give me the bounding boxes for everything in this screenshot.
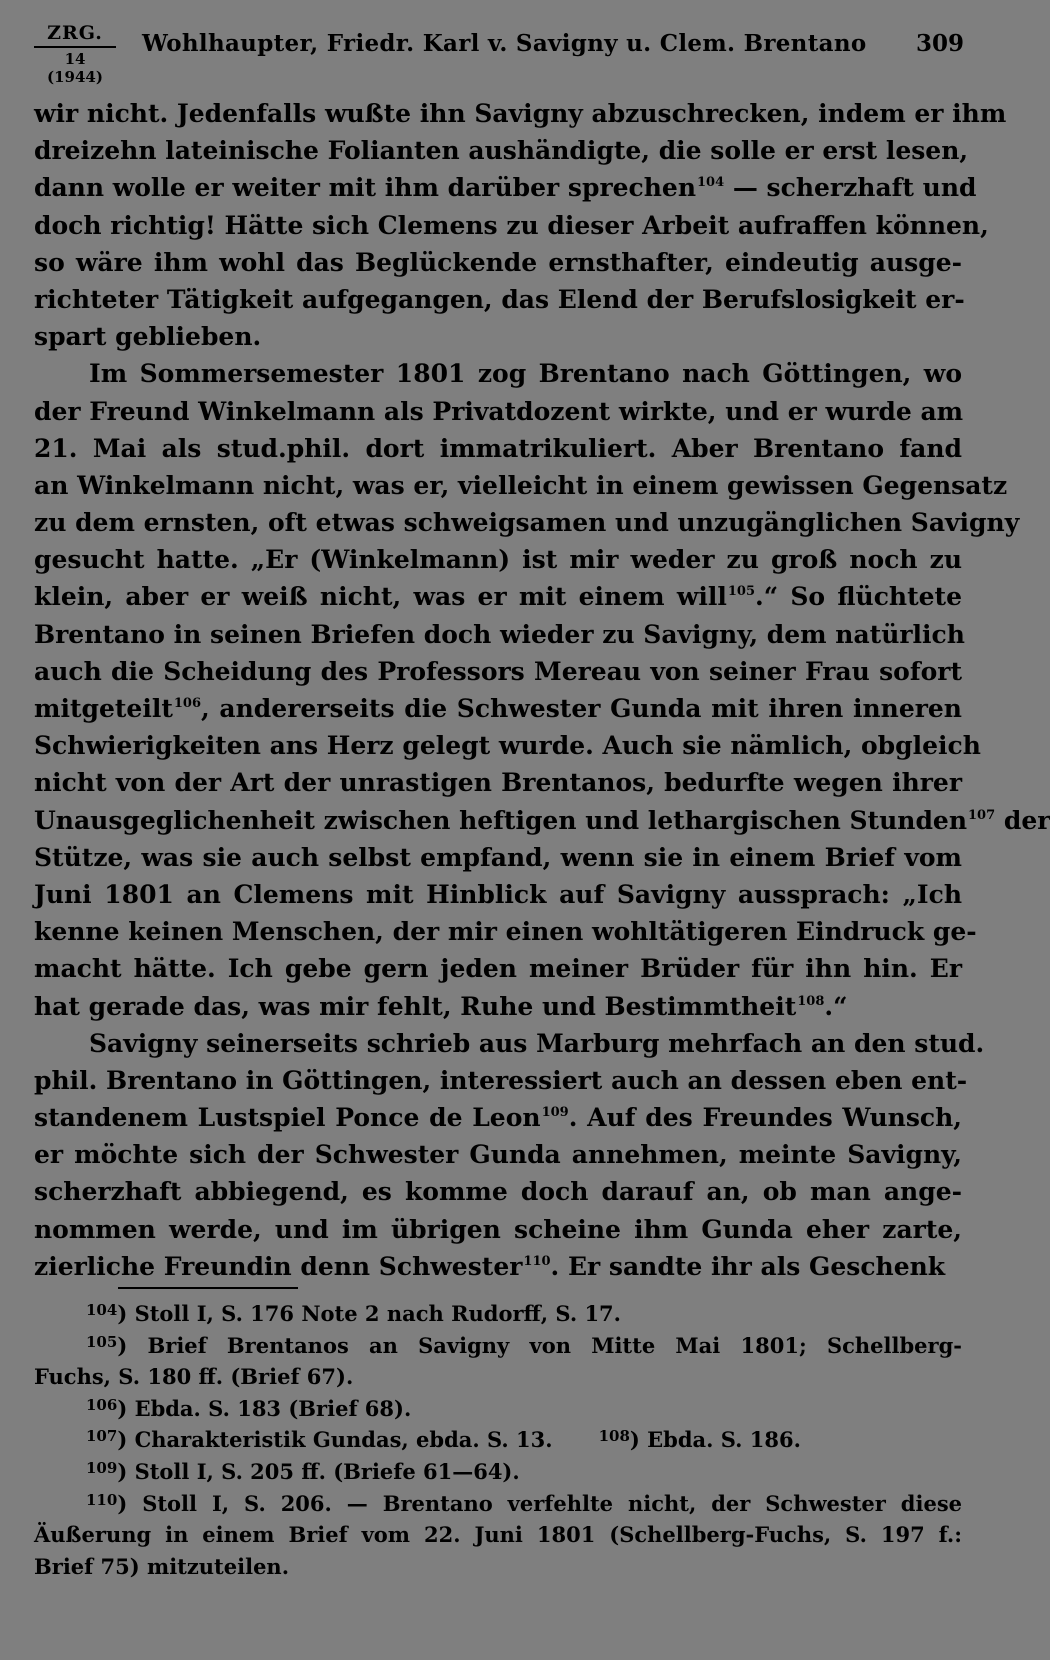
line-text: gesucht hatte. „Er (Winkelmann) ist mir weder zu groß noch zu — [34, 545, 962, 575]
line-text: Unausgeglichenheit zwischen heftigen und lethargischen Stunden — [34, 805, 968, 835]
text-line — [34, 839, 962, 876]
text-line — [34, 430, 962, 467]
text-line — [34, 950, 962, 987]
footnote-number: 108 — [598, 1427, 630, 1446]
line-text: standenem Lustspiel Ponce de Leon — [34, 1103, 541, 1133]
line-text: zu dem ernsten, oft etwas schweigsamen und unzugänglichen Savigny — [34, 508, 1020, 538]
line-text: so wäre ihm wohl das Beglückende ernsthafter, eindeutig ausge- — [34, 247, 962, 277]
line-text: Stütze, was sie auch selbst empfand, wenn sie in einem Brief vom — [34, 842, 962, 872]
line-text: Brentano in seinen Briefen doch wieder zu Savigny, dem natürlich — [34, 619, 965, 649]
text-line — [34, 1099, 962, 1136]
footnote-number: 106 — [86, 1395, 118, 1414]
text-line — [34, 207, 989, 244]
text-line — [34, 132, 969, 169]
line-text: Im Sommersemester 1801 zog Brentano nach Göttingen, wo — [89, 359, 962, 389]
line-text: .“ So flüchtete — [755, 582, 962, 612]
footnote: $^{110}$) Stoll I, S. 206. — Brentano verfehlte nicht, der Schwester diese — [86, 1490, 962, 1516]
running-title: Wohlhaupter, Friedr. Karl v. Savigny u. Clem. Brentano — [142, 30, 867, 57]
line-text: — scherzhaft und — [724, 173, 977, 203]
footnote-text: Stoll I, S. 176 Note 2 nach Rudorff, S. 17. — [134, 1301, 621, 1326]
journal-abbreviation: ZRG. — [47, 22, 103, 44]
footnote-text: Brief Brentanos an Savigny von Mitte Mai 1801; Schellberg- — [147, 1332, 962, 1358]
footnote-separator — [118, 1287, 298, 1289]
line-text: kenne keinen Menschen, der mir einen wohltätigeren Eindruck ge- — [34, 917, 977, 947]
footnote-text: Stoll I, S. 205 ff. (Briefe 61—64). — [134, 1458, 520, 1484]
footnote: $^{105}$) Brief Brentanos an Savigny von Mitte Mai 1801; Schellberg- — [86, 1332, 962, 1358]
line-text: dann wolle er weiter mit ihm darüber sprechen — [34, 173, 696, 203]
text-line — [34, 988, 962, 1025]
text-line — [34, 1211, 962, 1248]
footnote-reference[interactable]: 105 — [727, 584, 755, 600]
line-text: Savigny seinerseits schrieb aus Marburg mehrfach an den stud. — [89, 1028, 985, 1058]
line-text: nicht von der Art der unrastigen Brentanos, bedurfte wegen ihrer — [34, 768, 962, 798]
footnote-text: Brief 75) mitzuteilen. — [34, 1553, 290, 1579]
text-line — [34, 467, 1008, 504]
text-line — [34, 1173, 962, 1210]
line-text: . Auf des Freundes Wunsch, — [568, 1103, 962, 1133]
line-text: hat gerade das, was mir fehlt, Ruhe und Bestimmtheit — [34, 991, 797, 1021]
footnote: $^{104}$) Stoll I, S. 176 Note 2 nach Rudorff, S. 17. — [86, 1301, 621, 1326]
text-line — [34, 690, 962, 727]
footnote-text: Fuchs, S. 180 ff. (Brief 67). — [34, 1364, 354, 1390]
footnote-text: Äußerung in einem Brief vom 22. Juni 1801 (Schellberg-Fuchs, S. 197 f.: — [34, 1522, 962, 1548]
line-text: richteter Tätigkeit aufgegangen, das Elend der Berufslosigkeit er- — [34, 284, 965, 314]
line-text: dreizehn lateinische Folianten aushändigte, die solle er erst lesen, — [34, 136, 969, 166]
footnote-reference[interactable]: 110 — [523, 1253, 551, 1269]
footnote: $^{109}$) Stoll I, S. 205 ff. (Briefe 61—64). — [86, 1458, 520, 1484]
text-line — [34, 653, 962, 690]
text-line — [34, 913, 977, 950]
line-text: scherzhaft abbiegend, es komme doch darauf an, ob man ange- — [34, 1177, 962, 1207]
body-text — [34, 95, 1050, 1285]
line-text: mitgeteilt — [34, 694, 173, 723]
text-line — [34, 244, 962, 281]
line-text: Schwierigkeiten ans Herz gelegt wurde. Auch sie nämlich, obgleich — [34, 731, 981, 761]
line-text: macht hätte. Ich gebe gern jeden meiner Brüder für ihn hin. Er — [34, 954, 962, 984]
text-line — [34, 541, 962, 578]
footnote-number: 105 — [86, 1332, 118, 1351]
footnote-number: 109 — [86, 1458, 118, 1477]
footnote: $^{107}$) Charakteristik Gundas, ebda. S. 13. $^{108}$) Ebda. S. 186. — [86, 1427, 801, 1453]
line-text: er möchte sich der Schwester Gunda annehmen, meinte Savigny, — [34, 1140, 962, 1170]
footnote-reference[interactable]: 107 — [968, 807, 996, 823]
footnote-reference[interactable]: 109 — [541, 1105, 569, 1121]
footnote-reference[interactable]: 104 — [697, 175, 725, 191]
text-line — [34, 1025, 985, 1062]
text-line — [34, 578, 962, 615]
footnotes — [34, 1298, 962, 1582]
text-line — [34, 764, 962, 801]
footnote-continuation — [34, 1551, 962, 1583]
line-text: zierliche Freundin denn Schwester — [34, 1251, 523, 1281]
footnote-number: 104 — [86, 1301, 118, 1319]
line-text: 21. Mai als stud.phil. dort immatrikuliert. Aber Brentano fand — [34, 433, 962, 463]
text-line — [34, 95, 1007, 132]
text-line — [34, 393, 962, 430]
text-line — [34, 1248, 962, 1285]
footnote-text: Ebda. S. 183 (Brief 68). — [134, 1395, 412, 1421]
line-text: auch die Scheidung des Professors Mereau von seiner Frau sofort — [34, 656, 962, 686]
line-text: . Er sandte ihr als Geschenk — [550, 1251, 946, 1281]
footnote-text: Stoll I, S. 206. — Brentano verfehlte nicht, der Schwester diese — [142, 1490, 962, 1516]
journal-volume-year: 14 (1944) — [34, 46, 116, 86]
text-line — [34, 802, 1050, 839]
footnote-reference[interactable]: 108 — [797, 993, 825, 1009]
page-header — [34, 22, 964, 86]
line-text: Juni 1801 an Clemens mit Hinblick auf Savigny aussprach: „Ich — [34, 879, 962, 909]
line-text: .“ — [824, 991, 848, 1021]
page-number: 309 — [915, 30, 964, 57]
text-line — [34, 281, 965, 318]
footnote-number: 107 — [86, 1427, 118, 1446]
text-line — [34, 727, 981, 764]
line-text: der Freund Winkelmann als Privatdozent wirkte, und er wurde am — [34, 396, 964, 426]
text-line — [34, 355, 962, 392]
text-line — [34, 504, 1020, 541]
footnote-continuation — [34, 1519, 962, 1551]
line-text: an Winkelmann nicht, was er, vielleicht in einem gewissen Gegensatz — [34, 470, 1008, 500]
text-line — [34, 876, 962, 913]
footnote-text: Ebda. S. 186. — [647, 1427, 801, 1453]
footnote-continuation — [34, 1361, 962, 1393]
footnote-text: Charakteristik Gundas, ebda. S. 13. — [134, 1427, 553, 1453]
line-text: , andererseits die Schwester Gunda mit ihren inneren — [201, 694, 962, 723]
line-text: der — [995, 805, 1050, 835]
text-line — [34, 169, 977, 206]
line-text: spart geblieben. — [34, 322, 262, 352]
line-text: klein, aber er weiß nicht, was er mit einem will — [34, 582, 727, 612]
footnote-number: 110 — [86, 1490, 118, 1509]
line-text: nommen werde, und im übrigen scheine ihm Gunda eher zarte, — [34, 1214, 962, 1244]
line-text: wir nicht. Jedenfalls wußte ihn Savigny abzuschrecken, indem er ihm — [34, 99, 1007, 128]
text-line — [34, 1136, 962, 1173]
footnote-reference[interactable]: 106 — [173, 696, 202, 711]
line-text: doch richtig! Hätte sich Clemens zu dieser Arbeit aufraffen können, — [34, 210, 989, 240]
line-text: phil. Brentano in Göttingen, interessiert auch an dessen eben ent- — [34, 1065, 968, 1095]
footnote: $^{106}$) Ebda. S. 183 (Brief 68). — [86, 1395, 412, 1421]
text-line — [34, 318, 962, 355]
text-line — [34, 1062, 968, 1099]
text-line — [34, 616, 965, 653]
